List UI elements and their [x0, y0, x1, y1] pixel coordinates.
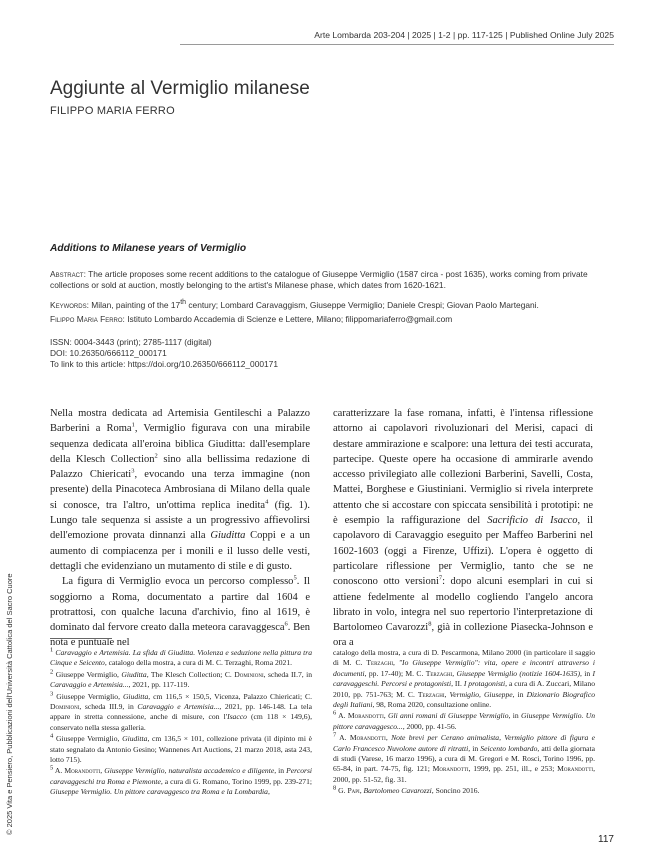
keywords — [50, 297, 610, 311]
footnote — [50, 648, 312, 669]
footnote-author: Terzaghi — [417, 689, 445, 699]
footnote-italic: Giuditta — [121, 669, 147, 679]
identifiers — [50, 337, 610, 371]
footnote-text: , II. — [451, 679, 464, 689]
footnote-text: , The Klesch Collection; C. — [146, 669, 235, 679]
footnote-text: , pp. 17-40); M. C. — [364, 668, 426, 678]
footnote-italic: Caravaggio e Artemisia... — [50, 680, 129, 690]
footnote-ref[interactable]: 8 — [428, 620, 432, 628]
footnote-author: Morandotti — [64, 766, 101, 776]
journal-citation: Arte Lombarda 203-204 | 2025 | 1-2 | pp. 117-125 | Published Online July 2025 — [314, 30, 614, 40]
body-italic: Giuditta — [210, 530, 246, 542]
footnote-number: 1 — [50, 646, 54, 654]
footnote-italic: Caravaggio e Artemisia... — [137, 702, 220, 712]
footnote-author: Papi — [347, 786, 360, 796]
footnote-italic: Giuseppe Vermiglio, naturalista accademico e diligente — [104, 766, 275, 776]
footnote-text: , 2021, pp. 117-119. — [128, 680, 190, 690]
footnote-number: 3 — [50, 690, 54, 698]
footnote-author: Terzaghi — [425, 668, 453, 678]
footnote-text: , in — [512, 689, 527, 699]
footnote-text: , catalogo della mostra, a cura di M. C. Terzaghi, Roma 2021. — [104, 658, 293, 668]
footnote-text: , in — [579, 668, 593, 678]
footnote-ref[interactable]: 2 — [154, 452, 158, 460]
footnote-italic: I protagonisti — [463, 679, 506, 689]
footnote — [50, 670, 312, 691]
footnote — [333, 733, 595, 785]
journal-name: Arte Lombarda 203-204 — [314, 30, 405, 40]
footnote-italic: Bartolomeo Cavarozzi — [363, 786, 432, 796]
footnote-author: Morandotti — [347, 711, 384, 721]
keywords-label: Keywords: — [50, 299, 89, 310]
running-header — [0, 0, 650, 46]
footnote-ref[interactable]: 6 — [284, 620, 288, 628]
footnote-number: 8 — [333, 784, 337, 792]
footnote-text: Giuseppe Vermiglio, — [55, 734, 123, 744]
footnote-text: , 98, Roma 2020, consultazione online. — [372, 700, 492, 710]
copyright-sidebar: © 2025 Vita e Pensiero, Pubblicazioni dell'Università Cattolica del Sacro Cuore — [5, 573, 14, 835]
footnote — [333, 711, 595, 732]
footnote-italic: Isacco — [227, 712, 247, 722]
body-text: La figura di Vermiglio evoca un percorso complesso — [62, 576, 294, 588]
footnote-text: , — [267, 787, 270, 797]
footnote-text: , cm 136,5 × 101, collezione privata (il dipinto mi è stato segnalato da Antonio Gesino; Wannenes Art Auctions, 21 marzo 2018, asta 243, lotto 715). — [50, 734, 312, 765]
article-author: FILIPPO MARIA FERRO — [50, 105, 175, 117]
footnote-author: Morandotti — [349, 733, 386, 743]
footnote-author: Dominioni — [50, 702, 80, 712]
footnote-text: , scheda III.9, in — [79, 702, 138, 712]
footnote-italic: Giuseppe Vermiglio (notizie 1604-1635) — [456, 668, 580, 678]
keywords-text-rest: century; Lombard Caravaggism, Giuseppe Vermiglio; Daniele Crespi; Giovan Paolo Martegani. — [186, 299, 539, 310]
issn: ISSN: 0004-3443 (print); 2785-1117 (digital) — [50, 337, 212, 347]
body-text: : dopo alcuni esemplari in cui si attiene fedelmente al modello cogliendo l'angelo ancora librato in volo, integra nel suo repertorio l'interpretazione di Bartolomeo Cavarozzi — [333, 576, 593, 634]
footnote-italic: Percorsi caravaggeschi tra Roma e Piemonte — [50, 766, 313, 786]
footnote-ref[interactable]: 1 — [131, 421, 135, 429]
abstract-label: Abstract: — [50, 269, 86, 279]
body-text: sino alla bellissima redazione di Palazzo Chiericati — [50, 453, 310, 481]
footnote-text: A. — [54, 766, 65, 776]
footnote-text: , a cura di G. Romano, Torino 1999, pp. 239-271; — [160, 776, 312, 786]
body-column-right — [333, 406, 593, 651]
footnote-italic: I caravaggeschi. Percorsi e protagonisti — [333, 668, 595, 689]
footnote-italic: Vermiglio, Giuseppe — [449, 689, 513, 699]
keywords-text: Milan, painting of the 17 — [91, 299, 181, 310]
body-paragraph — [333, 406, 593, 651]
footnote-text: , in — [508, 711, 521, 721]
page-number: 117 — [598, 834, 614, 845]
body-text: , il capolavoro di Caravaggio eseguito per Maffeo Barberini nel 1602-1603 (oggi a Firenze, Uffizi). L'opera è oggetto di particolare riflessione per Vermiglio, tanto che se ne conoscono otto versioni — [333, 515, 593, 588]
footnote — [50, 692, 312, 734]
footnote-text: , cm 116,5 × 150,5, Vicenza, Palazzo Chiericati; C. — [148, 691, 312, 701]
footnote-text: , 2000, pp. 41-56. — [402, 721, 457, 731]
body-italic: Sacrificio di Isacco — [487, 515, 578, 527]
body-text: , già in collezione Piasecka-Johnson e ora a — [333, 622, 594, 649]
body-paragraph — [50, 574, 310, 650]
footnote-italic: "Io Giuseppe Vermiglio": vita, opere e incontri attraverso i documenti — [333, 658, 596, 678]
footnote-text: , — [393, 658, 399, 668]
body-text: Nella mostra dedicata ad Artemisia Gentileschi a Palazzo Barberini a Roma — [50, 408, 310, 435]
footnote-text: G. — [338, 786, 348, 796]
body-text: , Vermiglio figurava con una mirabile sequenza dedicata all'eroina biblica Giuditta: dall'esemplare della Klesch Collection — [50, 423, 310, 465]
body-text: , evocando una terza immagine (non presente) della Pinacoteca Ambrosiana di Milano della quale si conosce, tra l'altro, un'ottima replica inedita — [50, 469, 310, 511]
footnote — [333, 786, 595, 796]
abstract-text: The article proposes some recent additions to the catalogue of Giuseppe Vermiglio (1587 circa - post 1635), works coming from private collections or sold at auction, mostly belonging to the artist's Milanese phase, which dates from 1620-1621. — [50, 269, 588, 291]
footnote-italic: Giuditta — [122, 691, 149, 701]
affiliation — [50, 314, 610, 325]
footnote-number: 7 — [333, 731, 337, 739]
english-title: Additions to Milanese years of Vermiglio — [50, 243, 247, 254]
footnote-text: , — [385, 733, 392, 743]
body-text: . Ben nota e puntuale nel — [50, 622, 310, 649]
footnote — [333, 648, 595, 710]
footnote-number: 2 — [50, 668, 54, 676]
footnote-italic: Giuditta — [122, 734, 148, 744]
header-rule — [180, 44, 614, 45]
affiliation-text: Istituto Lombardo Accademia di Scienze e Lettere, Milano; filippomariaferro@gmail.com — [127, 314, 453, 324]
footnote-ref[interactable]: 7 — [438, 574, 443, 582]
footnote-author: Terzaghi — [366, 658, 393, 668]
footnotes-right — [333, 648, 595, 798]
doi: DOI: 10.26350/666112_000171 — [50, 348, 167, 359]
article-link[interactable]: To link to this article: https://doi.org/10.26350/666112_000171 — [50, 359, 278, 370]
footnote-text: (cm 118 × 149,6), conservato nella stessa galleria. — [50, 712, 312, 732]
footnote-italic: Giuseppe Vermiglio. Un pittore caravaggesco... — [333, 711, 596, 731]
journal-year: 2025 — [412, 30, 432, 40]
footnote — [50, 734, 312, 765]
footnote-italic: Giuseppe Vermiglio. Un pittore caravaggesco tra Roma e la Lombardia — [50, 787, 268, 797]
footnote-text: , atti della giornata di studi (Varese, 16 marzo 1996), a cura di M. Gregori e M. Rosci, Torino 1996, pp. 65-84, in part. 74-75, fig. 121; — [333, 743, 596, 774]
body-text: Coppi e a un aumento di compiacenza per i monili e il lusso delle vesti, dettagli che evidenziano un mutamento di stile e di gusto. — [50, 530, 310, 572]
affiliation-name: Filippo Maria Ferro: — [50, 314, 125, 324]
footnote-text: A. — [339, 733, 350, 743]
footnote-text: , scheda II.7, in — [263, 669, 313, 679]
footnotes-left — [50, 648, 312, 799]
journal-pages: pp. 117-125 — [457, 30, 503, 40]
footnote-italic: Note brevi per Cerano animalista, Vermiglio pittore di figura e Carlo Francesco Nuvolone autore di ritratti — [333, 733, 596, 753]
footnote-text: , — [359, 786, 364, 796]
footnote-text: Giuseppe Vermiglio, — [55, 669, 122, 679]
body-text: . Il soggiorno a Roma, documentato a partire dal 1604 e protrattosi, con qualche lacuna d'archivio, fino al 1619, è dominato dal fervore creato dalla meteora caravaggesca — [50, 576, 310, 634]
footnote-text: Giuseppe Vermiglio, — [56, 691, 123, 701]
footnote-number: 5 — [50, 764, 54, 772]
footnote-ref[interactable]: 5 — [293, 574, 297, 582]
footnote-text: , — [444, 689, 450, 699]
body-paragraph — [50, 406, 310, 574]
footnote-text: catalogo della mostra, a cura di D. Pescarmona, Milano 2000 (in particolare il saggio di M. C. — [333, 648, 595, 668]
footnote-number: 4 — [50, 732, 54, 740]
footnote-number: 6 — [333, 709, 337, 717]
footnote-italic: Caravaggio e Artemisia. La sfida di Giuditta. Violenza e seduzione nella pittura tra Cinque e Seicento — [50, 648, 313, 668]
body-column-left — [50, 406, 310, 654]
footnote-text: , 2000, pp. 51-52, fig. 31. — [333, 764, 595, 784]
footnote-text: , Soncino 2016. — [431, 786, 480, 796]
footnote-rule — [50, 638, 112, 639]
footnote-text: A. — [338, 711, 348, 721]
footnote-text: , in — [274, 766, 287, 776]
published-date: Published Online July 2025 — [509, 30, 614, 40]
footnote-author: Morandotti — [432, 764, 469, 774]
footnote-author: Morandotti — [557, 764, 594, 774]
footnote-ref[interactable]: 3 — [131, 467, 135, 475]
body-text: (fig. 1). Lungo tale sequenza si assiste a un progressivo affievolirsi dell'emozione provata dinnanzi alla — [50, 499, 310, 542]
footnote-ref[interactable]: 4 — [265, 498, 269, 506]
footnote-text: , — [383, 711, 388, 721]
footnote — [50, 766, 312, 797]
footnote-text: , — [100, 766, 105, 776]
abstract — [50, 269, 610, 291]
footnote-text: , 1999, pp. 251, ill., e 253; — [468, 764, 558, 774]
footnote-text: , — [452, 668, 457, 678]
footnote-text: , a cura di A. Zuccari, Milano 2010, pp. 751-763; M. C. — [333, 679, 596, 699]
footnote-text: , 2021, pp. 146-148. La tela appare in stretta connessione, anche di misure, con l' — [50, 702, 312, 722]
footnote-author: Dominioni — [234, 669, 264, 679]
footnote-italic: Gli anni romani di Giuseppe Vermiglio — [388, 711, 509, 721]
footnote-italic: Seicento lombardo — [480, 743, 538, 753]
body-text: caratterizzare la fase romana, infatti, è l'intensa riflessione attorno ai capolavori rivoluzionari del Merisi, capaci di destare ammirazione e scalpore: una lettura dei testi accurata, partecipe. Queste opere ha occasione di ammirarle avendo accesso privilegiato alle collezioni Barberini, Savelli, Costa, Mattei, Borghese e Giustiniani. Vermiglio si rivela interprete attento che si accostare con spiccata sensibilità i prototipi: ne è esempio la raffigurazione del — [333, 408, 593, 527]
footnote-text: , in — [468, 743, 481, 753]
journal-issue: 1-2 — [438, 30, 451, 40]
keywords-sup: th — [180, 299, 187, 306]
footnote-italic: Dizionario Biografico degli Italiani — [333, 689, 596, 710]
article-title: Aggiunte al Vermiglio milanese — [50, 78, 310, 99]
